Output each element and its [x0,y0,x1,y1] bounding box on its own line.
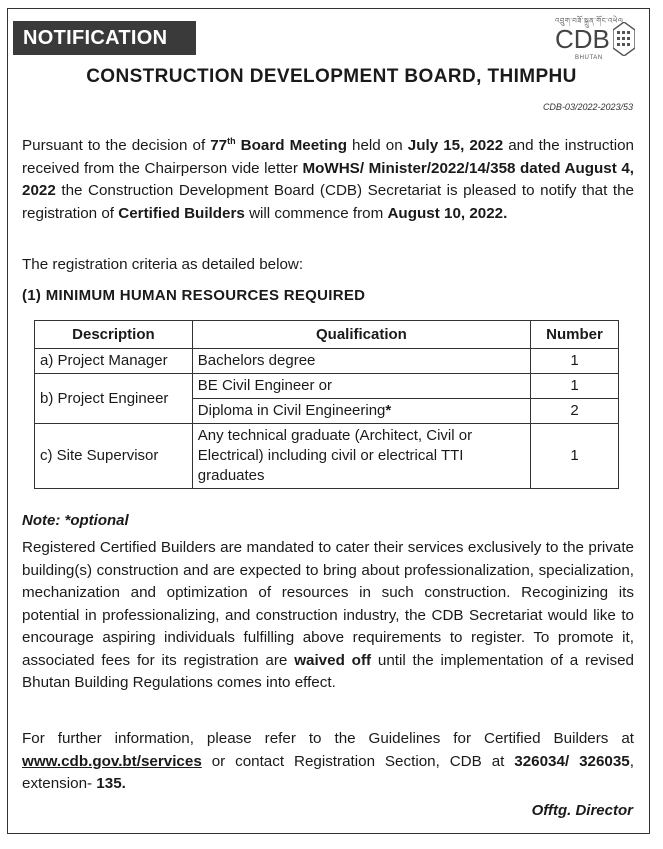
requirements-table [34,320,619,489]
row-number: 2 [531,399,619,424]
start-date: August 10, 2022. [387,204,508,222]
logo-script-text: འབྲུག་བཟོ་སྐྲུན་གོང་འཕེལ [555,18,624,25]
contact-paragraph: For further information, please refer to the Guidelines for Certified Builders at www.cdb.gov.bt/services or contact Registration Section, CDB at 326034/ 326035, extension- 135. [22,730,634,792]
row-number: 1 [531,349,619,374]
services-link[interactable]: www.cdb.gov.bt/services [22,752,202,770]
page-title: CONSTRUCTION DEVELOPMENT BOARD, THIMPHU [86,66,577,87]
logo-text: CDB [555,24,610,54]
table-row [35,374,619,399]
row-description: c) Site Supervisor [35,424,193,489]
phone-numbers: 326034/ 326035 [514,752,630,770]
section-title: (1) MINIMUM HUMAN RESOURCES REQUIRED [22,287,366,304]
notification-badge: NOTIFICATION [13,21,196,55]
signature: Offtg. Director [531,802,633,819]
row-qualification: BE Civil Engineer or [192,374,530,399]
header-number: Number [531,321,619,349]
waived-off: waived off [294,651,372,669]
criteria-text: The registration criteria as detailed below: [22,256,304,273]
cdb-logo [553,14,639,66]
meeting-number: 77 [210,137,228,155]
extension-number: 135. [96,775,126,792]
optional-note: Note: *optional [22,512,129,529]
certified-builders: Certified Builders [118,204,245,222]
logo-subtext: BHUTAN [575,55,603,61]
cdb-emblem-icon [613,22,635,56]
row-qualification: Bachelors degree [192,349,530,374]
row-description: a) Project Manager [35,349,193,374]
letter-reference: MoWHS/ Minister/2022/14/358 dated August 4, 2022 [22,159,634,200]
intro-paragraph: Pursuant to the decision of 77th Board Meeting held on July 15, 2022 and the instruction received from the Chairperson vide letter MoWHS/ Minister/2022/14/358 dated August 4, 2022 the Construction Development Board (CDB) Secretariat is pleased to notify that the registration of Certified Builders will commence from August 10, 2022. [22,136,634,222]
table-header-row [35,321,619,349]
body-paragraph: Registered Certified Builders are mandated to cater their services exclusively to the private building(s) construction and are expected to bring about professionalization, specialization, mechanization and optimization of resources in such construction. Recoginizing its potential in professionalizing, and construction industry, the CDB Secretariat would like to encourage aspiring individuals fulfilling above requirements to register. To promote it, associated fees for its registration are waived off until the implementation of a revised Bhutan Building Regulations comes into effect. [22,539,634,691]
table-row [35,424,619,489]
row-qualification: Diploma in Civil Engineering* [192,399,530,424]
table-row [35,349,619,374]
row-description: b) Project Engineer [35,374,193,424]
header-description: Description [35,321,193,349]
header-qualification: Qualification [192,321,530,349]
reference-number: CDB-03/2022-2023/53 [542,102,633,112]
row-number: 1 [531,374,619,399]
meeting-date: July 15, 2022 [407,137,504,155]
row-number: 1 [531,424,619,489]
row-qualification: Any technical graduate (Architect, Civil or Electrical) including civil or electrical TTI graduates [192,424,530,489]
